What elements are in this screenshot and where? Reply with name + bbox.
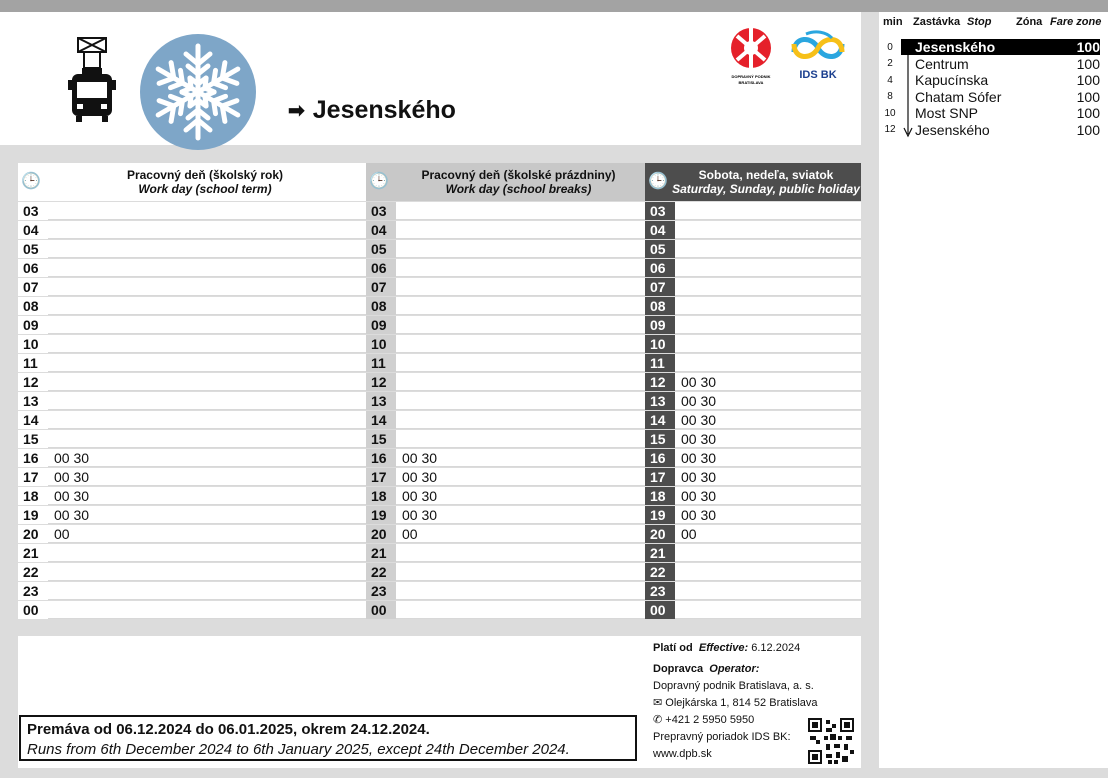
stop-minutes: 2 (887, 58, 893, 69)
timetable-row (645, 468, 861, 486)
hour-cell: 20 (366, 525, 396, 543)
timetable-row (645, 601, 861, 619)
timetable-row (366, 449, 645, 467)
minutes-cell (396, 373, 645, 391)
minutes-cell (48, 430, 366, 448)
timetable-row (18, 544, 366, 562)
minutes-cell (48, 335, 366, 353)
minutes-cell (48, 354, 366, 372)
hour-cell: 17 (645, 468, 675, 486)
timetable-row (366, 563, 645, 581)
timetable-row (645, 373, 861, 391)
hour-cell: 13 (18, 392, 48, 410)
hour-cell: 17 (18, 468, 48, 486)
clock-icon: 🕒 (648, 173, 668, 190)
minutes-cell: 00 (675, 525, 861, 543)
minutes-cell (48, 544, 366, 562)
top-bar (0, 0, 1108, 12)
hour-cell: 03 (18, 202, 48, 220)
route-stop (879, 56, 1108, 72)
timetable-row (18, 316, 366, 334)
hour-cell: 09 (366, 316, 396, 334)
hour-cell: 21 (18, 544, 48, 562)
carrier-text: Prepravný poriadok IDS BK: (653, 731, 791, 743)
route-header-zone-en: Fare zone (1050, 16, 1102, 28)
timetable-row (366, 316, 645, 334)
hour-cell: 05 (645, 240, 675, 258)
column-title: Pracovný deň (školské prázdniny) (421, 168, 616, 182)
minutes-cell: 00 30 (48, 487, 366, 505)
minutes-cell (396, 582, 645, 600)
route-header-zone: Zóna (1016, 16, 1043, 28)
timetable-row (645, 544, 861, 562)
hour-cell: 14 (18, 411, 48, 429)
hour-cell: 23 (645, 582, 675, 600)
route-header-stop: Zastávka (913, 16, 961, 28)
timetable-row (18, 240, 366, 258)
hour-cell: 21 (645, 544, 675, 562)
hour-cell: 00 (366, 601, 396, 619)
timetable-row (18, 373, 366, 391)
operator-address: Olejkárska 1, 814 52 Bratislava (665, 697, 818, 709)
hour-cell: 17 (366, 468, 396, 486)
timetable-row (645, 525, 861, 543)
hour-cell: 11 (18, 354, 48, 372)
minutes-cell (48, 316, 366, 334)
minutes-cell: 00 30 (675, 449, 861, 467)
timetable-row (18, 335, 366, 353)
hour-cell: 18 (645, 487, 675, 505)
timetable-row (645, 411, 861, 429)
hour-cell: 07 (366, 278, 396, 296)
timetable-row (18, 506, 366, 524)
column-title: Sobota, nedeľa, sviatok (698, 168, 834, 182)
minutes-cell (396, 297, 645, 315)
minutes-cell (396, 221, 645, 239)
timetable-row (18, 221, 366, 239)
hour-cell: 00 (645, 601, 675, 619)
hour-cell: 19 (18, 506, 48, 524)
notice-sk: Premáva od 06.12.2024 do 06.01.2025, okrem 24.12.2024. (27, 721, 430, 738)
hour-cell: 03 (366, 202, 396, 220)
stop-minutes: 0 (887, 41, 893, 53)
minutes-cell: 00 30 (396, 506, 645, 524)
hour-cell: 16 (645, 449, 675, 467)
timetable-row (366, 240, 645, 258)
hour-cell: 16 (366, 449, 396, 467)
timetable-row (645, 449, 861, 467)
minutes-cell (396, 544, 645, 562)
footer-panel (18, 636, 861, 768)
website-link[interactable]: www.dpb.sk (653, 748, 712, 760)
operator-label-en: Operator: (709, 663, 760, 675)
minutes-cell (396, 354, 645, 372)
timetable-row (18, 582, 366, 600)
timetable-column-header (18, 163, 366, 201)
stop-zone: 100 (1076, 39, 1100, 55)
minutes-cell (675, 563, 861, 581)
route-header-stop-en: Stop (967, 16, 992, 28)
timetable-row (366, 259, 645, 277)
minutes-cell (675, 544, 861, 562)
hour-cell: 22 (366, 563, 396, 581)
ids-bk-logo (788, 26, 848, 86)
stop-name: Centrum (915, 55, 969, 72)
timetable-row (18, 430, 366, 448)
minutes-cell (675, 202, 861, 220)
minutes-cell (675, 354, 861, 372)
svg-text:IDS BK: IDS BK (799, 69, 837, 81)
timetable-column-header (645, 163, 861, 201)
timetable-row (18, 601, 366, 619)
route-stop (879, 72, 1108, 88)
minutes-cell (396, 563, 645, 581)
notice-box (19, 715, 637, 761)
timetable-row (645, 316, 861, 334)
trolleybus-icon (66, 36, 118, 124)
minutes-cell (48, 221, 366, 239)
minutes-cell (48, 563, 366, 581)
minutes-cell (396, 392, 645, 410)
minutes-cell (48, 259, 366, 277)
stop-zone: 100 (1076, 105, 1100, 121)
hour-cell: 23 (366, 582, 396, 600)
minutes-cell (675, 316, 861, 334)
svg-text:BRATISLAVA: BRATISLAVA (738, 80, 764, 85)
minutes-cell: 00 (48, 525, 366, 543)
route-stop (879, 122, 1108, 138)
timetable-row (366, 430, 645, 448)
operator-info (653, 640, 818, 763)
phone-icon: ✆ (653, 714, 663, 726)
timetable-row (645, 297, 861, 315)
stop-name: Kapucínska (915, 72, 989, 88)
hour-cell: 10 (18, 335, 48, 353)
timetable-row (366, 525, 645, 543)
timetable-row (18, 449, 366, 467)
hour-cell: 22 (645, 563, 675, 581)
hour-cell: 18 (366, 487, 396, 505)
timetable-row (645, 563, 861, 581)
stop-minutes: 12 (884, 124, 896, 135)
timetable-row (18, 202, 366, 220)
timetable-row (366, 582, 645, 600)
hour-cell: 12 (18, 373, 48, 391)
hour-cell: 05 (366, 240, 396, 258)
hour-cell: 06 (366, 259, 396, 277)
minutes-cell (48, 411, 366, 429)
hour-cell: 10 (645, 335, 675, 353)
hour-cell: 06 (18, 259, 48, 277)
timetable-row (366, 411, 645, 429)
minutes-cell: 00 30 (675, 487, 861, 505)
arrow-right-icon: ➡ (288, 100, 305, 122)
svg-text:DOPRAVNÝ PODNIK: DOPRAVNÝ PODNIK (731, 74, 771, 79)
hour-cell: 06 (645, 259, 675, 277)
hour-cell: 20 (645, 525, 675, 543)
hour-cell: 04 (18, 221, 48, 239)
timetable-row (366, 468, 645, 486)
hour-cell: 12 (645, 373, 675, 391)
minutes-cell (396, 278, 645, 296)
hour-cell: 14 (645, 411, 675, 429)
minutes-cell: 00 30 (396, 468, 645, 486)
timetable-row (645, 392, 861, 410)
timetable-row (366, 221, 645, 239)
hour-cell: 08 (366, 297, 396, 315)
minutes-cell (675, 335, 861, 353)
minutes-cell: 00 30 (675, 373, 861, 391)
operator-name: Dopravný podnik Bratislava, a. s. (653, 680, 814, 692)
minutes-cell (48, 202, 366, 220)
snowflake-icon (140, 34, 256, 150)
minutes-cell (48, 392, 366, 410)
timetable-row (366, 487, 645, 505)
hour-cell: 23 (18, 582, 48, 600)
route-header-min: min (883, 16, 903, 28)
stop-minutes: 10 (884, 107, 896, 119)
operator-phone: +421 2 5950 5950 (665, 714, 755, 726)
hour-cell: 03 (645, 202, 675, 220)
minutes-cell: 00 30 (48, 506, 366, 524)
timetable-row (366, 335, 645, 353)
valid-date: 6.12.2024 (751, 642, 801, 654)
minutes-cell (675, 601, 861, 619)
timetable-row (366, 392, 645, 410)
stop-zone: 100 (1076, 88, 1100, 105)
minutes-cell (396, 202, 645, 220)
timetable-row (366, 297, 645, 315)
hour-cell: 08 (645, 297, 675, 315)
timetable-row (645, 506, 861, 524)
route-stop (879, 105, 1108, 121)
hour-cell: 10 (366, 335, 396, 353)
hour-cell: 14 (366, 411, 396, 429)
hour-cell: 04 (645, 221, 675, 239)
header-panel (0, 12, 861, 145)
qr-code-icon[interactable] (808, 718, 854, 764)
timetable-row (645, 202, 861, 220)
timetable-row (366, 506, 645, 524)
minutes-cell (675, 297, 861, 315)
timetable-row (366, 354, 645, 372)
minutes-cell: 00 30 (675, 392, 861, 410)
stop-zone: 100 (1076, 55, 1100, 72)
clock-icon: 🕒 (369, 173, 389, 190)
clock-icon: 🕒 (21, 173, 41, 190)
timetable-row (645, 354, 861, 372)
timetable-row (18, 525, 366, 543)
hour-cell: 11 (366, 354, 396, 372)
hour-cell: 21 (366, 544, 396, 562)
timetable-row (366, 278, 645, 296)
column-subtitle: Work day (school breaks) (445, 182, 592, 196)
hour-cell: 20 (18, 525, 48, 543)
route-stop (879, 39, 1108, 55)
direction-label: Jesenského (312, 96, 456, 124)
minutes-cell: 00 30 (396, 449, 645, 467)
minutes-cell (396, 430, 645, 448)
stop-zone: 100 (1076, 121, 1100, 138)
hour-cell: 05 (18, 240, 48, 258)
hour-cell: 07 (18, 278, 48, 296)
hour-cell: 00 (18, 601, 48, 619)
stop-minutes: 4 (887, 74, 893, 86)
timetable-row (645, 335, 861, 353)
minutes-cell (396, 411, 645, 429)
minutes-cell (396, 240, 645, 258)
hour-cell: 09 (18, 316, 48, 334)
minutes-cell (48, 601, 366, 619)
timetable-row (18, 259, 366, 277)
timetable-row (18, 392, 366, 410)
hour-cell: 18 (18, 487, 48, 505)
minutes-cell (396, 601, 645, 619)
timetable-row (18, 411, 366, 429)
route-stop (879, 89, 1108, 105)
column-subtitle: Work day (school term) (138, 182, 272, 196)
minutes-cell (48, 297, 366, 315)
timetable-row (18, 354, 366, 372)
minutes-cell: 00 30 (48, 468, 366, 486)
stop-name: Jesenského (915, 121, 990, 138)
minutes-cell (48, 240, 366, 258)
minutes-cell: 00 30 (675, 411, 861, 429)
column-title: Pracovný deň (školský rok) (126, 168, 284, 182)
stop-zone: 100 (1076, 72, 1100, 88)
hour-cell: 08 (18, 297, 48, 315)
hour-cell: 07 (645, 278, 675, 296)
timetable-row (366, 601, 645, 619)
minutes-cell (675, 240, 861, 258)
timetable-row (18, 487, 366, 505)
timetable-row (18, 278, 366, 296)
timetable-row (645, 278, 861, 296)
hour-cell: 15 (366, 430, 396, 448)
minutes-cell (48, 373, 366, 391)
timetable (18, 163, 861, 619)
hour-cell: 16 (18, 449, 48, 467)
minutes-cell (675, 582, 861, 600)
hour-cell: 04 (366, 221, 396, 239)
minutes-cell (675, 221, 861, 239)
minutes-cell: 00 30 (675, 506, 861, 524)
hour-cell: 22 (18, 563, 48, 581)
hour-cell: 13 (645, 392, 675, 410)
minutes-cell: 00 30 (396, 487, 645, 505)
hour-cell: 19 (366, 506, 396, 524)
timetable-row (645, 582, 861, 600)
hour-cell: 15 (18, 430, 48, 448)
column-subtitle: Saturday, Sunday, public holiday (672, 182, 860, 196)
hour-cell: 19 (645, 506, 675, 524)
hour-cell: 12 (366, 373, 396, 391)
valid-label: Platí od (653, 642, 693, 654)
timetable-row (366, 544, 645, 562)
route-header (879, 16, 1108, 34)
route-panel (879, 12, 1108, 768)
direction-heading (288, 96, 456, 125)
minutes-cell (675, 278, 861, 296)
timetable-row (18, 468, 366, 486)
envelope-icon: ✉ (653, 697, 663, 709)
notice-en: Runs from 6th December 2024 to 6th January 2025, except 24th December 2024. (27, 741, 570, 758)
stop-name: Chatam Sófer (915, 88, 1002, 105)
minutes-cell: 00 (396, 525, 645, 543)
timetable-row (645, 221, 861, 239)
stop-name: Most SNP (915, 105, 979, 121)
hour-cell: 13 (366, 392, 396, 410)
minutes-cell (48, 278, 366, 296)
timetable-row (18, 563, 366, 581)
hour-cell: 11 (645, 354, 675, 372)
hour-cell: 09 (645, 316, 675, 334)
minutes-cell: 00 30 (48, 449, 366, 467)
minutes-cell (396, 335, 645, 353)
minutes-cell (396, 316, 645, 334)
valid-label-en: Effective: (698, 642, 749, 654)
operator-label: Dopravca (653, 663, 704, 675)
timetable-row (645, 240, 861, 258)
timetable-row (18, 297, 366, 315)
timetable-row (645, 259, 861, 277)
timetable-row (366, 373, 645, 391)
dpb-logo (727, 26, 775, 92)
minutes-cell (48, 582, 366, 600)
minutes-cell: 00 30 (675, 468, 861, 486)
minutes-cell (396, 259, 645, 277)
minutes-cell: 00 30 (675, 430, 861, 448)
stop-name: Jesenského (915, 39, 996, 55)
timetable-column-header (366, 163, 645, 201)
hour-cell: 15 (645, 430, 675, 448)
timetable-row (645, 487, 861, 505)
minutes-cell (675, 259, 861, 277)
timetable-row (645, 430, 861, 448)
stop-minutes: 8 (887, 91, 893, 102)
timetable-row (366, 202, 645, 220)
